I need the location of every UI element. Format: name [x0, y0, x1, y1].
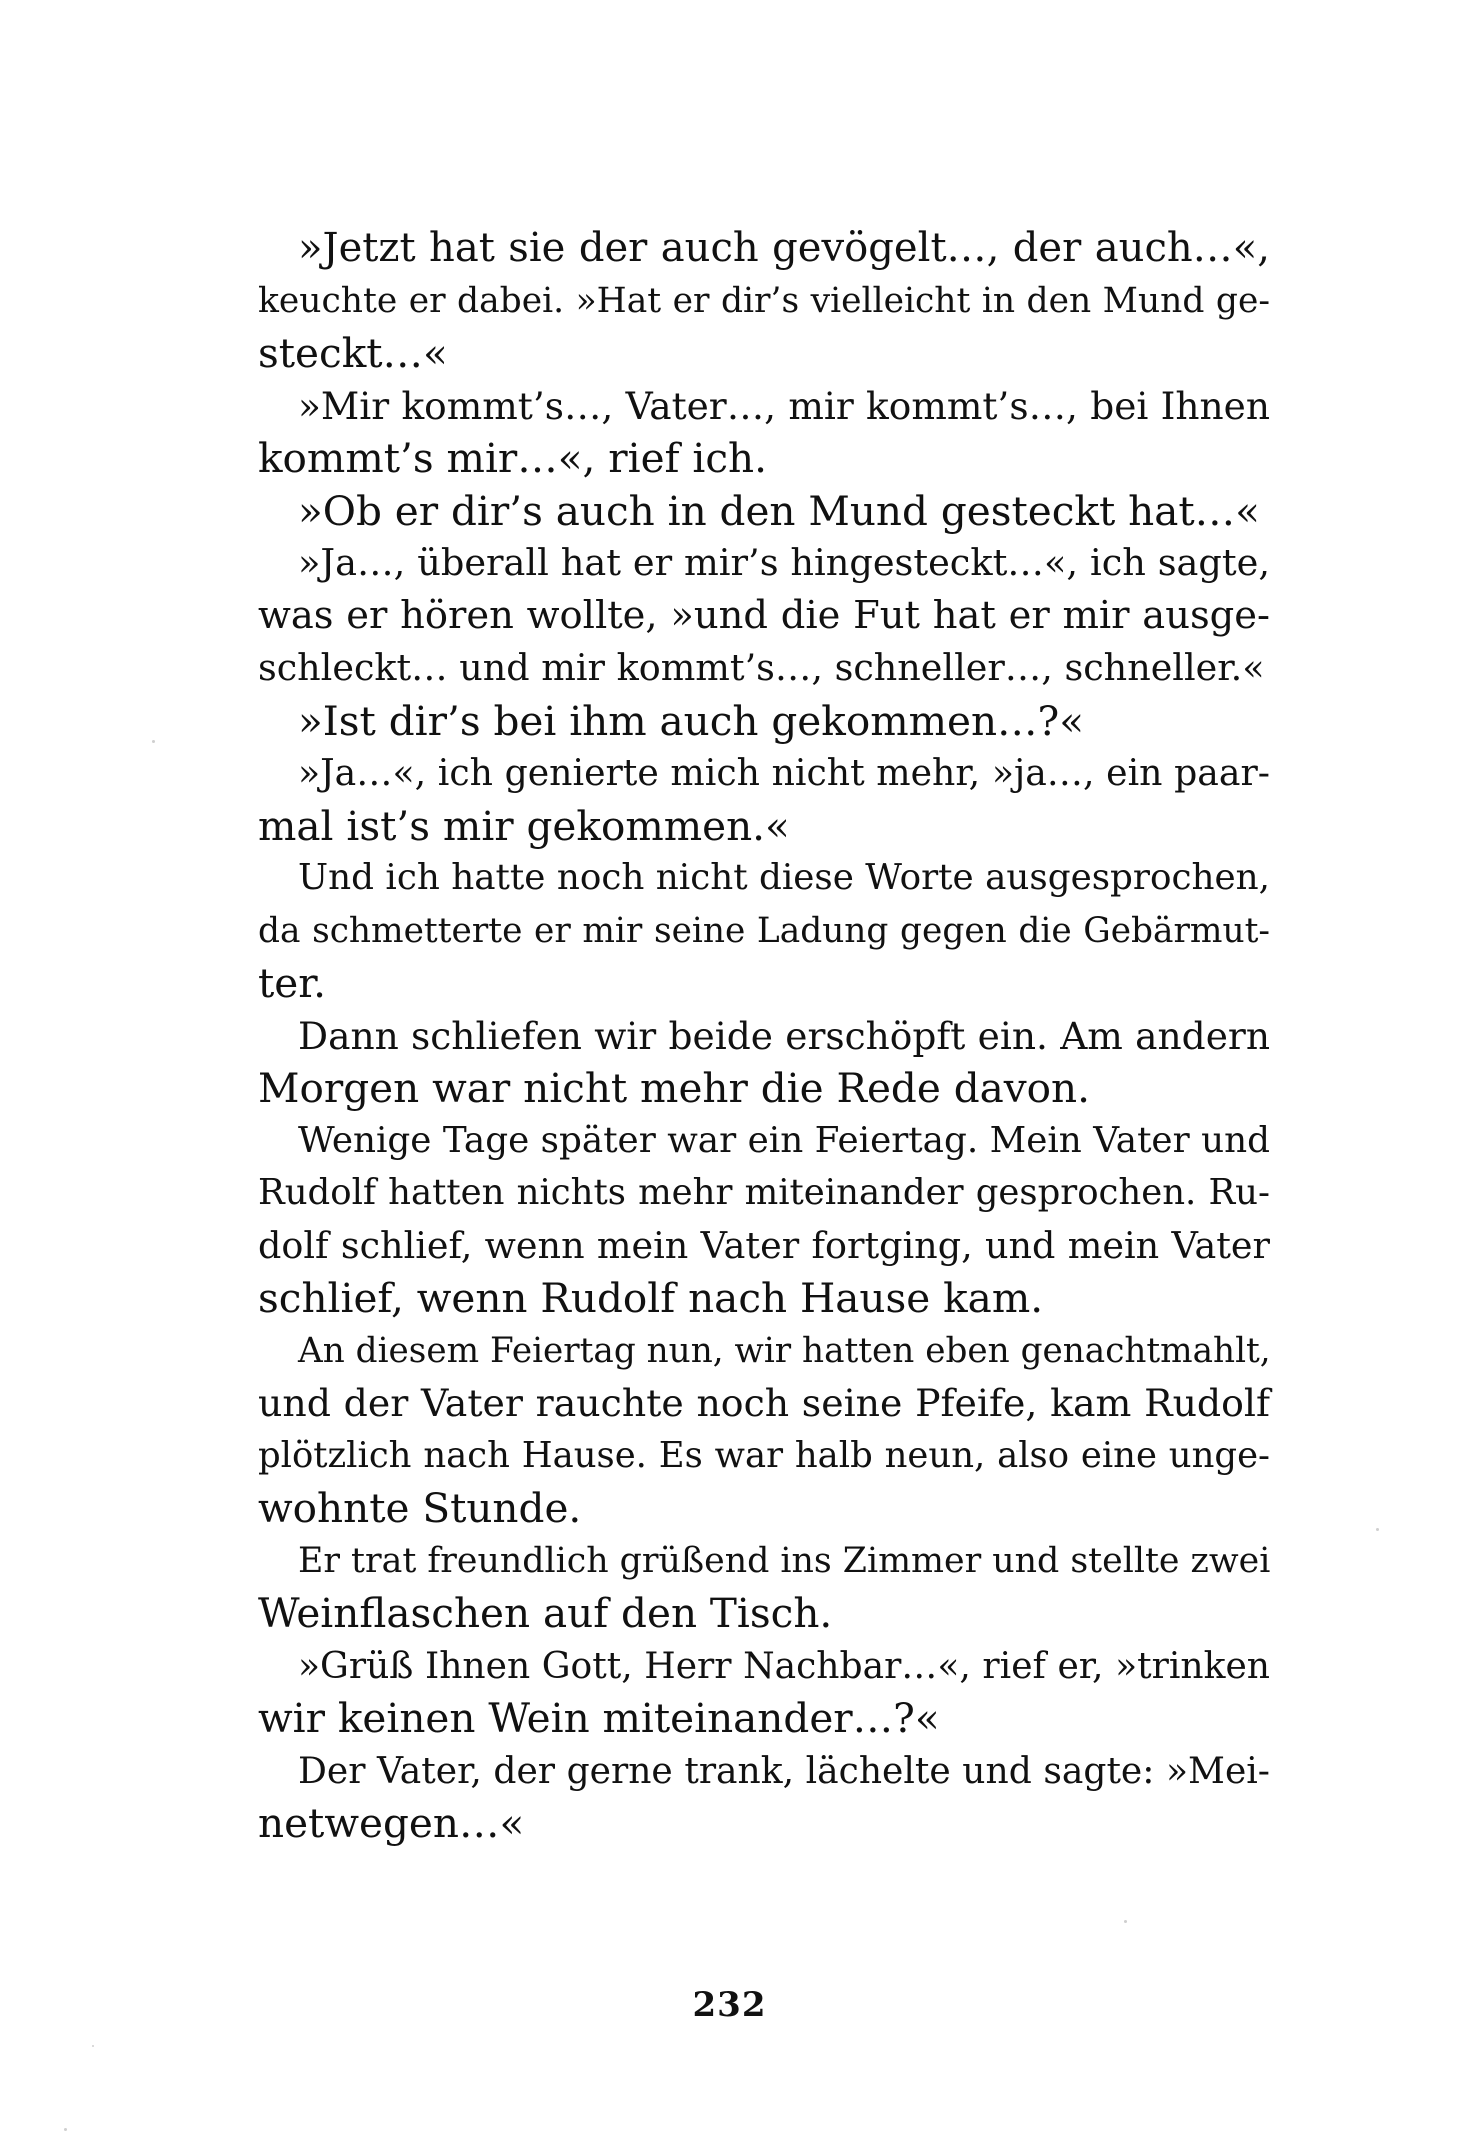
text-line: »Ist dir’s bei ihm auch gekommen…?«	[298, 696, 1085, 745]
text-line: da schmetterte er mir seine Ladung gegen die Gebärmut-	[258, 910, 1270, 951]
text-line: Er trat freundlich grüßend ins Zimmer und stellte zwei	[298, 1540, 1271, 1581]
text-line: »Jetzt hat sie der auch gevögelt…, der auch…«,	[298, 225, 1270, 271]
text-line: ter.	[258, 959, 327, 1007]
text-line: Morgen war nicht mehr die Rede davon.	[258, 1064, 1090, 1112]
text-line: »Ob er dir’s auch in den Mund gesteckt hat…«	[298, 486, 1260, 535]
page-number: 232	[692, 1985, 767, 2025]
text-line: wohnte Stunde.	[258, 1484, 582, 1532]
text-line: steckt…«	[258, 329, 448, 377]
text-line: schleckt… und mir kommt’s…, schneller…, schneller.«	[258, 646, 1265, 689]
text-line: keuchte er dabei. »Hat er dir’s vielleicht in den Mund ge-	[258, 280, 1270, 321]
text-line: Der Vater, der gerne trank, lächelte und sagte: »Mei-	[298, 1749, 1270, 1792]
text-line: »Mir kommt’s…, Vater…, mir kommt’s…, bei Ihnen	[298, 383, 1270, 428]
text-line: was er hören wollte, »und die Fut hat er mir ausge-	[258, 592, 1270, 638]
text-line: wir keinen Wein miteinander…?«	[258, 1694, 940, 1742]
text-line: »Grüß Ihnen Gott, Herr Nachbar…«, rief er, »trinken	[298, 1644, 1270, 1687]
text-line: Wenige Tage später war ein Feiertag. Mein Vater und	[298, 1119, 1270, 1161]
scan-speck	[152, 740, 155, 743]
text-line: plötzlich nach Hause. Es war halb neun, also eine unge-	[258, 1434, 1270, 1476]
text-line: Weinflaschen auf den Tisch.	[258, 1589, 833, 1637]
text-line: kommt’s mir…«, rief ich.	[258, 434, 768, 482]
text-line: dolf schlief, wenn mein Vater fortging, und mein Vater	[258, 1223, 1270, 1267]
text-line: Dann schliefen wir beide erschöpft ein. Am andern	[298, 1013, 1270, 1058]
text-line: Rudolf hatten nichts mehr miteinander gesprochen. Ru-	[258, 1172, 1270, 1213]
text-line: An diesem Feiertag nun, wir hatten eben genachtmahlt,	[298, 1330, 1271, 1371]
body-text	[258, 222, 1270, 1850]
scan-speck	[1124, 1920, 1127, 1923]
scan-speck	[64, 2128, 67, 2131]
text-line: »Ja…«, ich genierte mich nicht mehr, »ja…, ein paar-	[298, 751, 1270, 794]
scan-speck	[1376, 1528, 1379, 1531]
text-line: Und ich hatte noch nicht diese Worte ausgesprochen,	[298, 857, 1270, 898]
scan-speck	[92, 2045, 94, 2047]
text-line: netwegen…«	[258, 1799, 525, 1847]
text-line: schlief, wenn Rudolf nach Hause kam.	[258, 1274, 1044, 1322]
text-line: »Ja…, überall hat er mir’s hingesteckt…«, ich sagte,	[298, 541, 1270, 584]
text-line: mal ist’s mir gekommen.«	[258, 801, 790, 850]
text-line: und der Vater rauchte noch seine Pfeife, kam Rudolf	[258, 1381, 1270, 1425]
